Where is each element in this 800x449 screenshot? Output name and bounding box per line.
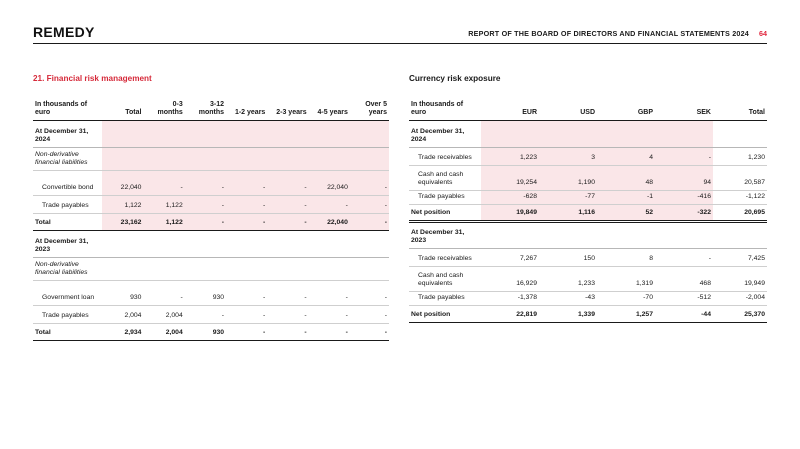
net-position-label: Net position	[409, 204, 481, 221]
total-label: Total	[33, 213, 102, 230]
cell: -	[185, 195, 226, 213]
cell: -2,004	[713, 291, 767, 305]
category-row	[33, 257, 389, 280]
cell: 930	[185, 323, 226, 340]
cell: -	[267, 323, 308, 340]
table-row	[33, 170, 389, 195]
cell: 1,190	[539, 165, 597, 190]
cell: -	[226, 280, 267, 305]
table-row	[409, 291, 767, 305]
cell: 1,122	[102, 195, 143, 213]
column-header: 0-3 months	[143, 96, 184, 120]
column-header: GBP	[597, 96, 655, 120]
section-date: At December 31, 2024	[409, 120, 481, 147]
row-label: Convertible bond	[33, 170, 102, 195]
cell: 22,040	[102, 170, 143, 195]
cell: -	[350, 280, 389, 305]
column-header: 1-2 years	[226, 96, 267, 120]
table-row	[33, 280, 389, 305]
row-label: Trade receivables	[409, 248, 481, 266]
cell: -43	[539, 291, 597, 305]
section-date-row	[33, 120, 389, 147]
cell: -1	[597, 190, 655, 204]
cell: 2,004	[102, 305, 143, 323]
section-date-row	[409, 221, 767, 248]
cell: -	[309, 305, 350, 323]
cell: 1,257	[597, 305, 655, 322]
cell: -416	[655, 190, 713, 204]
cell: 1,122	[143, 213, 184, 230]
cell: -	[350, 323, 389, 340]
cell: 19,949	[713, 266, 767, 291]
table-row	[409, 248, 767, 266]
cell: -	[655, 147, 713, 165]
cell: 1,233	[539, 266, 597, 291]
cell: -322	[655, 204, 713, 221]
cell: 20,695	[713, 204, 767, 221]
total-label: Total	[33, 323, 102, 340]
cell: -1,378	[481, 291, 539, 305]
row-label: Government loan	[33, 280, 102, 305]
column-header: 2-3 years	[267, 96, 308, 120]
cell: 930	[102, 280, 143, 305]
column-header: USD	[539, 96, 597, 120]
table-header-row	[33, 96, 389, 120]
cell: 7,425	[713, 248, 767, 266]
column-header: Over 5 years	[350, 96, 389, 120]
cell: -	[267, 280, 308, 305]
cell: 20,587	[713, 165, 767, 190]
column-header: In thousands of euro	[409, 96, 481, 120]
cell: 1,116	[539, 204, 597, 221]
cell: -	[350, 195, 389, 213]
cell: -	[309, 195, 350, 213]
cell: 468	[655, 266, 713, 291]
column-header: In thousands of euro	[33, 96, 102, 120]
net-position-row	[409, 204, 767, 221]
cell: 23,162	[102, 213, 143, 230]
net-position-label: Net position	[409, 305, 481, 322]
net-position-row	[409, 305, 767, 322]
cell: 22,040	[309, 213, 350, 230]
table-row	[409, 147, 767, 165]
cell: -	[267, 170, 308, 195]
table-row	[33, 195, 389, 213]
column-header: SEK	[655, 96, 713, 120]
section-date: At December 31, 2024	[33, 120, 102, 147]
cell: 3	[539, 147, 597, 165]
row-label: Trade payables	[33, 195, 102, 213]
page-header	[33, 22, 767, 44]
cell: 1,339	[539, 305, 597, 322]
currency-risk-table	[409, 96, 767, 323]
row-label: Trade payables	[409, 190, 481, 204]
cell: -	[226, 170, 267, 195]
cell: 2,934	[102, 323, 143, 340]
category-label: Non-derivative financial liabilities	[33, 257, 102, 280]
cell: -512	[655, 291, 713, 305]
financial-risk-title: 21. Financial risk management	[33, 74, 152, 83]
cell: -	[226, 195, 267, 213]
cell: 22,040	[309, 170, 350, 195]
cell: 1,230	[713, 147, 767, 165]
table-row	[409, 266, 767, 291]
cell: -	[267, 305, 308, 323]
cell: -	[267, 195, 308, 213]
column-header: Total	[713, 96, 767, 120]
cell: -	[226, 305, 267, 323]
cell: -70	[597, 291, 655, 305]
cell: -	[226, 323, 267, 340]
cell: 22,819	[481, 305, 539, 322]
cell: 16,929	[481, 266, 539, 291]
section-date: At December 31, 2023	[33, 230, 102, 257]
cell: -	[309, 323, 350, 340]
cell: 2,004	[143, 323, 184, 340]
cell: 8	[597, 248, 655, 266]
column-header: 4-5 years	[309, 96, 350, 120]
table-header-row	[409, 96, 767, 120]
section-date-row	[33, 230, 389, 257]
row-label: Trade receivables	[409, 147, 481, 165]
cell: 1,122	[143, 195, 184, 213]
cell: 19,254	[481, 165, 539, 190]
row-label: Cash and cash equivalents	[409, 266, 481, 291]
cell: -	[350, 213, 389, 230]
cell: -	[309, 280, 350, 305]
cell: -77	[539, 190, 597, 204]
row-label: Trade payables	[33, 305, 102, 323]
cell: 1,319	[597, 266, 655, 291]
cell: 4	[597, 147, 655, 165]
table-row	[409, 165, 767, 190]
row-label: Cash and cash equivalents	[409, 165, 481, 190]
page-number: 64	[759, 29, 767, 38]
cell: -1,122	[713, 190, 767, 204]
cell: 52	[597, 204, 655, 221]
currency-risk-title: Currency risk exposure	[409, 74, 501, 83]
total-row	[33, 213, 389, 230]
cell: 2,004	[143, 305, 184, 323]
cell: 7,267	[481, 248, 539, 266]
cell: 19,849	[481, 204, 539, 221]
cell: -	[185, 213, 226, 230]
cell: -628	[481, 190, 539, 204]
remedy-logo: REMEDY	[33, 24, 95, 40]
cell: 1,223	[481, 147, 539, 165]
total-row	[33, 323, 389, 340]
cell: 150	[539, 248, 597, 266]
cell: 94	[655, 165, 713, 190]
report-title: REPORT OF THE BOARD OF DIRECTORS AND FINANCIAL STATEMENTS 2024	[468, 29, 749, 38]
cell: -	[350, 305, 389, 323]
cell: -	[267, 213, 308, 230]
cell: -	[350, 170, 389, 195]
cell: -44	[655, 305, 713, 322]
cell: -	[185, 170, 226, 195]
category-label: Non-derivative financial liabilities	[33, 147, 102, 170]
category-row	[33, 147, 389, 170]
cell: 48	[597, 165, 655, 190]
section-date: At December 31, 2023	[409, 221, 481, 248]
cell: 930	[185, 280, 226, 305]
cell: -	[143, 170, 184, 195]
cell: 25,370	[713, 305, 767, 322]
cell: -	[655, 248, 713, 266]
table-row	[33, 305, 389, 323]
liquidity-risk-table	[33, 96, 389, 341]
cell: -	[143, 280, 184, 305]
column-header: 3-12 months	[185, 96, 226, 120]
table-row	[409, 190, 767, 204]
cell: -	[185, 305, 226, 323]
column-header: Total	[102, 96, 143, 120]
column-header: EUR	[481, 96, 539, 120]
section-date-row	[409, 120, 767, 147]
row-label: Trade payables	[409, 291, 481, 305]
cell: -	[226, 213, 267, 230]
